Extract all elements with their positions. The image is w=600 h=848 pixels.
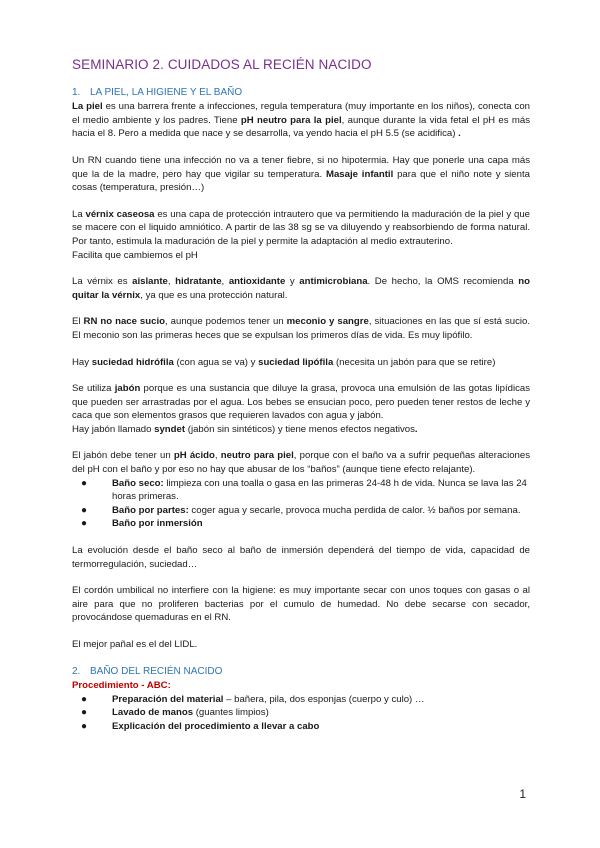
paragraph: El RN no nace sucio, aunque podemos tener un meconio y sangre, situaciones en las que sí está sucio. El meconio son las primeras heces que se expulsan los primeros días de vida. Es muy lipófilo. [72,316,531,341]
list-item: ● Baño seco: limpieza con una toalla o gasa en las primeras 24-48 h de vida. Nunca se lava las 24 horas primeras. [81,477,527,503]
procedure-heading: Procedimiento - ABC: [72,680,171,692]
section-title: LA PIEL, LA HIGIENE Y EL BAÑO [90,86,243,98]
list-item: ● Baño por partes: coger agua y secarle, provoca mucha perdida de calor. ½ baños por semana. [81,504,521,516]
bullet-icon: ● [81,504,88,516]
section-number: 1. [72,86,81,98]
paragraph: El cordón umbilical no interfiere con la higiene: es muy importante secar con unos toques con gasas o al aire para que no proliferen bacterias por el cumulo de humedad. No debe secarse con secador, provocándose quemaduras en el RN. [72,585,530,624]
list-item: ● Lavado de manos (guantes limpios) [81,707,269,719]
paragraph: Se utiliza jabón porque es una sustancia que diluye la grasa, provoca una emulsión de las gotas lipídicas que pueden ser arrastradas por el agua. Los bebes se ensucian poco, pero pueden tener restos de leche y caca que son elementos grasos que requieren lavados con agua y jabón. [72,383,531,422]
bath-types-list [72,477,530,531]
paragraph: Hay jabón llamado syndet (jabón sin sintéticos) y tiene menos efectos negativos. [72,423,418,435]
paragraph: Facilita que cambiemos el pH [72,249,198,261]
list-item: ● Explicación del procedimiento a llevar a cabo [81,720,320,732]
bullet-icon: ● [81,518,88,530]
bullet-icon: ● [81,693,88,705]
paragraph: La evolución desde el baño seco al baño de inmersión dependerá del tiempo de vida, capacidad de termorregulación, suciedad… [72,545,530,570]
paragraph: Hay suciedad hidrófila (con agua se va) y suciedad lipófila (necesita un jabón para que se retire) [72,356,496,368]
document-title: SEMINARIO 2. CUIDADOS AL RECIÉN NACIDO [72,57,372,72]
list-item: ● Preparación del material – bañera, pila, dos esponjas (cuerpo y culo) … [81,693,425,705]
bullet-icon: ● [81,707,88,719]
bullet-icon: ● [81,720,88,732]
paragraph: La vérnix caseosa es una capa de protección intrautero que va permitiendo la maduración de la piel y que se macere con el liquido amniótico. A partir de las 38 sg se va diluyendo y reabsorbiendo de forma natural. Por tanto, estimula la maduración de la piel y permite la adaptación al medio extrauterino. [72,208,531,247]
procedure-list [72,693,530,734]
bullet-icon: ● [81,477,88,489]
section-title: BAÑO DEL RECIÉN NACIDO [90,665,223,677]
page-number: 1 [519,787,526,801]
paragraph: El mejor pañal es el del LIDL. [72,639,198,650]
paragraph: Un RN cuando tiene una infección no va a tener fiebre, si no hipotermia. Hay que ponerle una capa más que la de la madre, pero hay que vigilar su temperatura. Masaje infantil para que el niño note y sienta cosas (temperatura, presión…) [72,154,530,194]
paragraph: El jabón debe tener un pH ácido, neutro para piel, porque con el baño va a sufrir pequeñas alteraciones del pH con el baño y por eso no hay que abusar de los “baños” (aunque tiene efecto relajante). [72,450,531,476]
paragraph: La piel es una barrera frente a infecciones, regula temperatura (muy importante en los niños), conecta con el medio ambiente y los padres. Tiene pH neutro para la piel, aunque durante la vida fetal el pH es más hacia el 8. Pero a medida que nace y se desarrolla, va yendo hacia el pH 5.5 (se acidifica) . [72,101,530,140]
section-number: 2. [72,665,81,677]
section-heading-1 [72,86,530,100]
section-heading-2 [72,665,530,679]
paragraph: La vérnix es aislante, hidratante, antioxidante y antimicrobiana. De hecho, la OMS recomienda no quitar la vérnix, ya que es una protección natural. [72,276,530,301]
list-item: ● Baño por inmersión [81,518,203,530]
document-page [72,52,530,734]
